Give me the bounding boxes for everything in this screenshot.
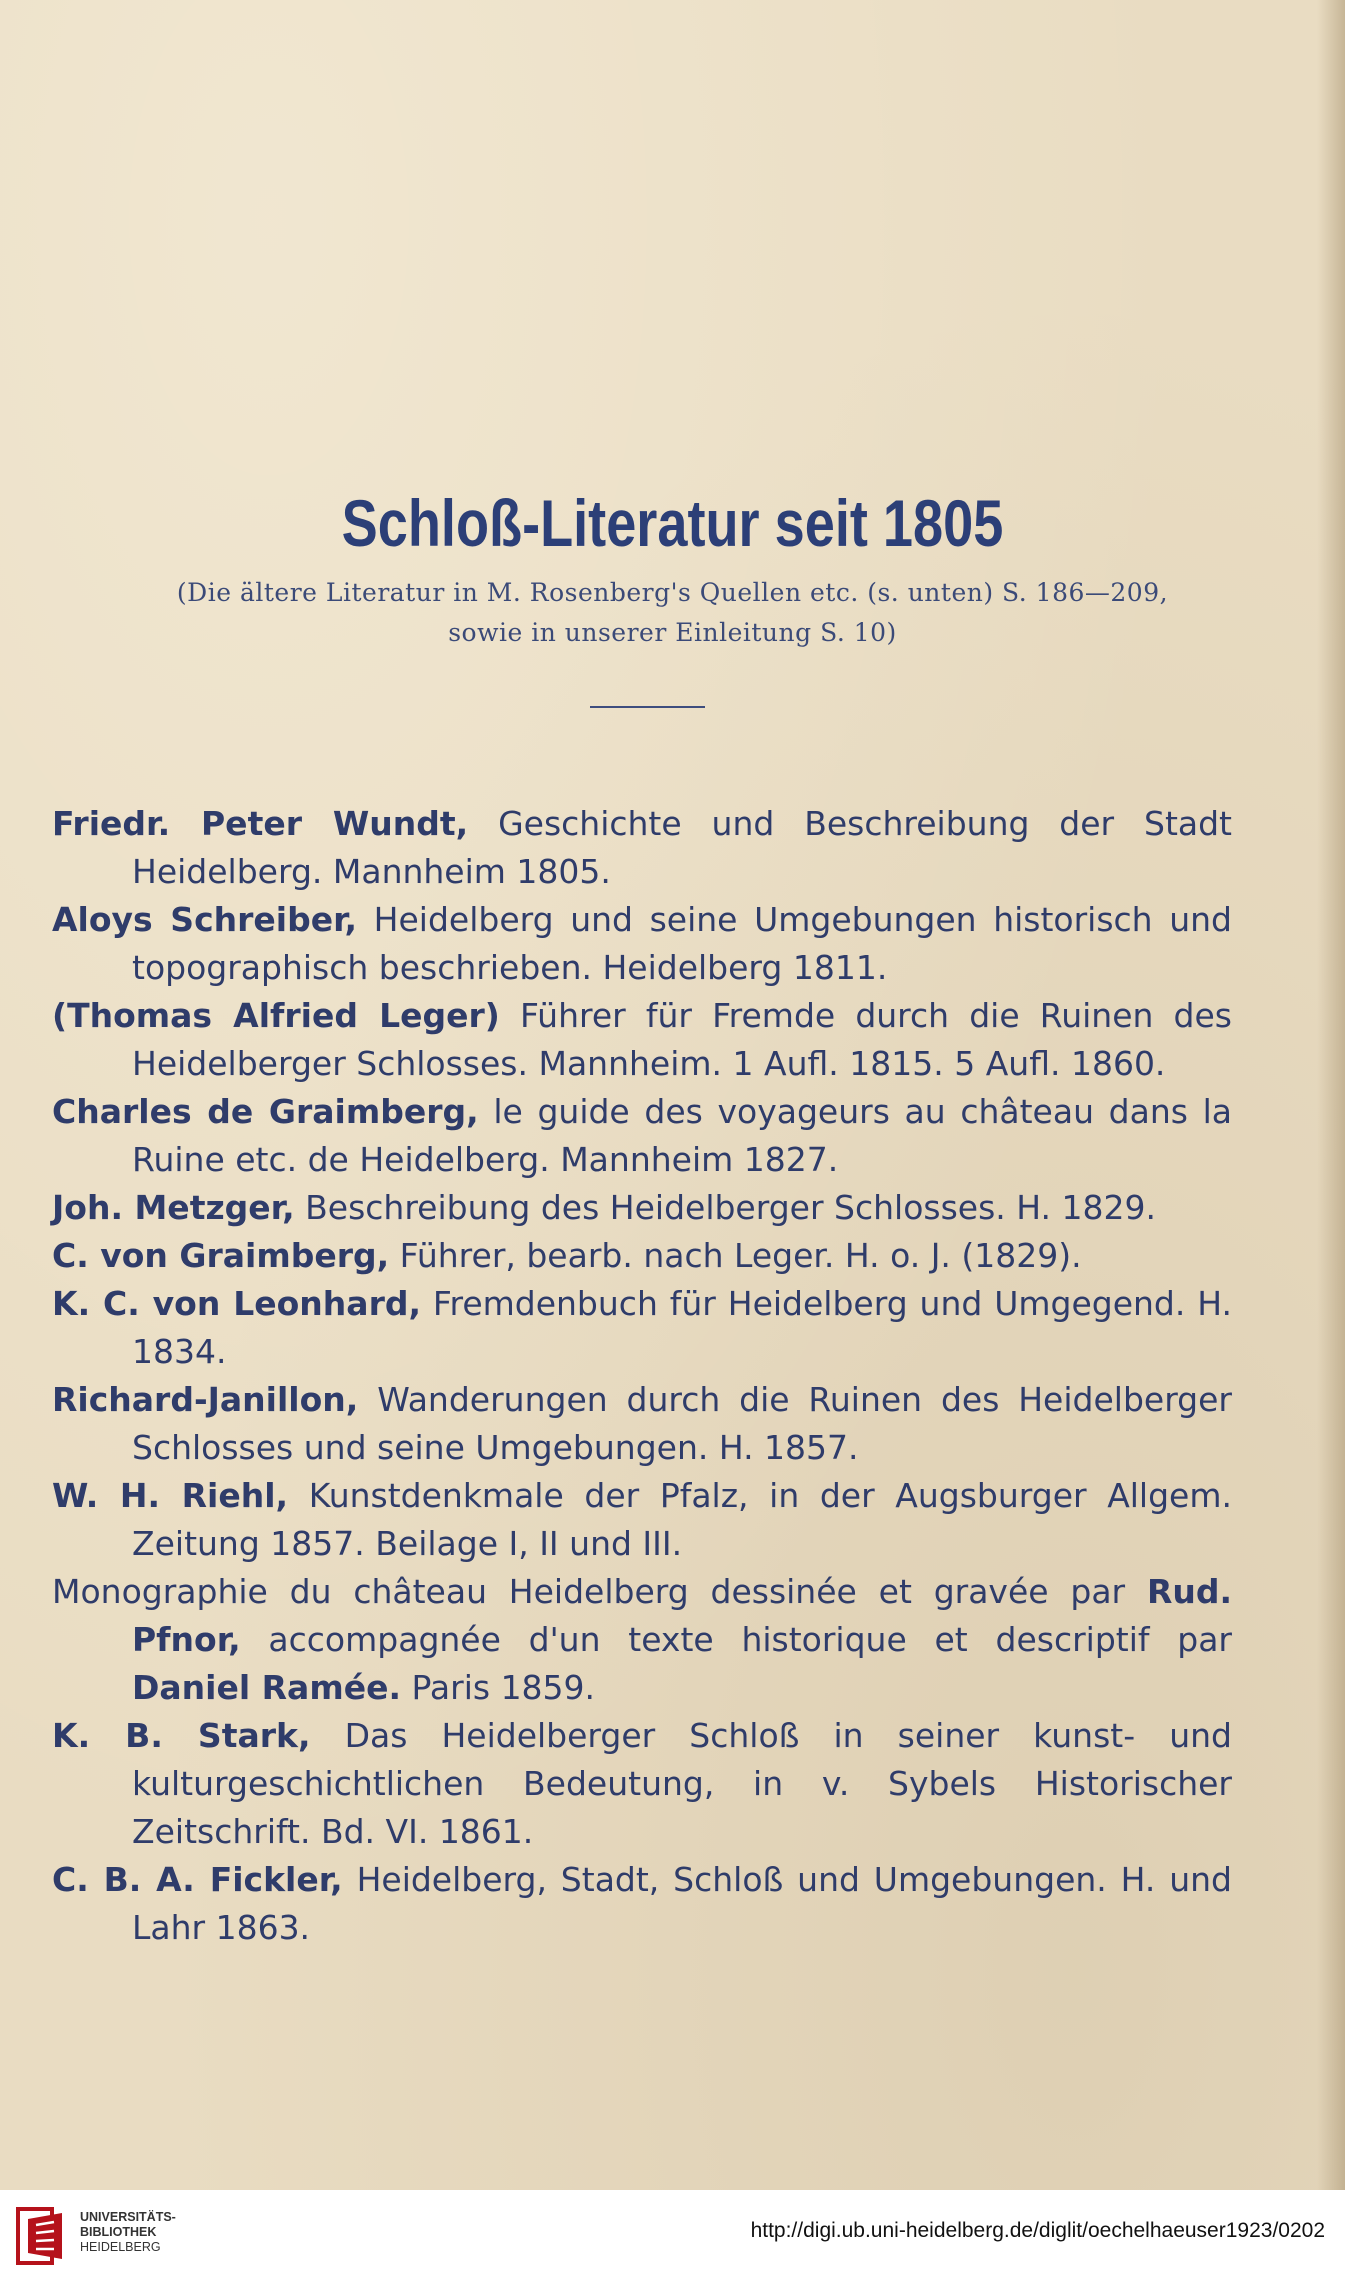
bibliography-entry [52,1376,1232,1472]
bibliography-list [52,800,1232,1952]
logo-line-1: UNIVERSITÄTS- [80,2210,176,2224]
entry-author: C. B. A. Fickler, [52,1860,343,1899]
entry-author: W. H. Riehl, [52,1476,289,1515]
entry-text: Paris 1859. [401,1668,596,1707]
entry-prefix: Monographie du château Heidelberg dessinée et gravée par [52,1572,1147,1611]
bibliography-entry [52,1088,1232,1184]
bibliography-entry [52,1856,1232,1952]
entry-text: le guide des voyageurs au château dans la Ruine etc. de Heidelberg. Mannheim 1827. [132,1092,1232,1179]
entry-author: Charles de Graimberg, [52,1092,479,1131]
title-divider [590,706,705,708]
entry-text: Fremdenbuch für Heidelberg und Umgegend. H. 1834. [132,1284,1232,1371]
entry-author: (Thomas Alfried Leger) [52,996,500,1035]
entry-text: Führer für Fremde durch die Ruinen des Heidelberger Schlosses. Mannheim. 1 Aufl. 1815. 5 Aufl. 1860. [132,996,1232,1083]
bibliography-entry [52,800,1232,896]
entry-author: Aloys Schreiber, [52,900,358,939]
bibliography-entry [52,992,1232,1088]
entry-text: Beschreibung des Heidelberger Schlosses. H. 1829. [294,1188,1156,1227]
entry-text: Heidelberg und seine Umgebungen historisch und topographisch beschrieben. Heidelberg 1811. [132,900,1233,987]
entry-author: C. von Graimberg, [52,1236,390,1275]
bibliography-entry [52,896,1232,992]
entry-text: Das Heidelberger Schloß in seiner kunst- und kulturgeschichtlichen Bedeutung, in v. Sybels Historischer Zeitschrift. Bd. VI. 1861. [132,1716,1232,1851]
bibliography-entry [52,1568,1232,1712]
bibliography-entry [52,1472,1232,1568]
page-title: Schloß-Literatur seit 1805 [341,486,1004,560]
subtitle-line-2: sowie in unserer Einleitung S. 10) [448,618,897,647]
entry-author: Friedr. Peter Wundt, [52,804,469,843]
bibliography-entry [52,1232,1232,1280]
entry-author: Rud. Pfnor, [132,1572,1232,1659]
entry-text: Wanderungen durch die Ruinen des Heidelberger Schlosses und seine Umgebungen. H. 1857. [132,1380,1232,1467]
entry-author: K. C. von Leonhard, [52,1284,421,1323]
bibliography-entry [52,1184,1232,1232]
library-logo-text [80,2210,176,2255]
page-edge-shadow [1317,0,1345,2190]
bibliography-entry [52,1712,1232,1856]
entry-text: Heidelberg, Stadt, Schloß und Umgebungen. H. und Lahr 1863. [132,1860,1232,1947]
entry-author: Joh. Metzger, [52,1188,295,1227]
entry-mid: accompagnée d'un texte historique et descriptif par [240,1620,1232,1659]
logo-line-2: BIBLIOTHEK [80,2225,157,2239]
entry-text: Kunstdenkmale der Pfalz, in der Augsburger Allgem. Zeitung 1857. Beilage I, II und III. [132,1476,1232,1563]
entry-author: K. B. Stark, [52,1716,311,1755]
entry-text: Geschichte und Beschreibung der Stadt Heidelberg. Mannheim 1805. [132,804,1232,891]
source-url-link[interactable]: http://digi.ub.uni-heidelberg.de/diglit/oechelhaeuser1923/0202 [750,2219,1325,2242]
bibliography-entry [52,1280,1232,1376]
university-library-logo-icon [14,2203,72,2269]
logo-line-3: HEIDELBERG [80,2240,161,2254]
entry-author-2: Daniel Ramée. [132,1668,402,1707]
subtitle-line-1: (Die ältere Literatur in M. Rosenberg's Quellen etc. (s. unten) S. 186—209, [176,578,1169,607]
entry-text: Führer, bearb. nach Leger. H. o. J. (1829). [389,1236,1082,1275]
entry-author: Richard-Janillon, [52,1380,359,1419]
